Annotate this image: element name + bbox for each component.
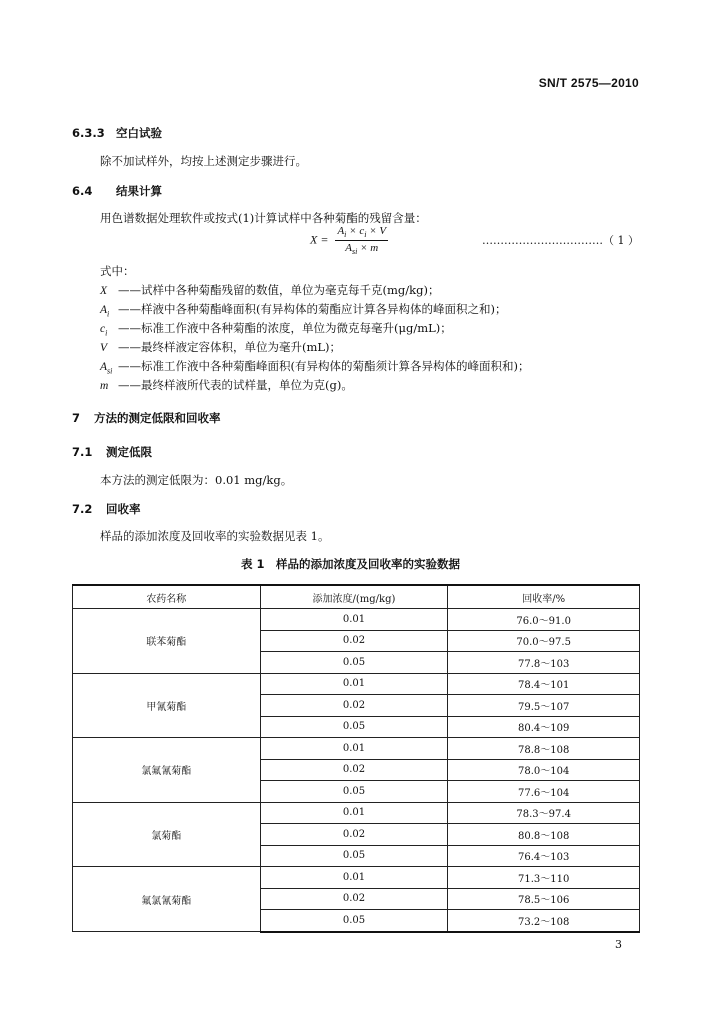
variable-row (100, 320, 452, 337)
variable-description: ——标准工作液中各种菊酯峰面积(有异构体的菊酯须计算各异构体的峰面积和)； (118, 359, 530, 373)
section-6-4-intro: 用色谱数据处理软件或按式(1)计算试样中各种菊酯的残留含量： (100, 211, 427, 225)
section-number: 7.1 (72, 445, 93, 459)
concentration-cell: 0.01 (260, 867, 448, 889)
table-row (73, 673, 640, 695)
section-6-3-3-text: 除不加试样外，均按上述测定步骤进行。 (100, 154, 307, 168)
pesticide-name-cell: 氯氟氰菊酯 (73, 738, 261, 803)
formula-numerator: $A_i \times c_i \times V$ (337, 225, 387, 240)
recovery-cell: 80.8～108 (448, 824, 640, 846)
concentration-cell: 0.05 (260, 910, 448, 932)
recovery-cell: 78.4～101 (448, 673, 640, 695)
table-caption: 表 1 样品的添加浓度及回收率的实验数据 (240, 557, 460, 571)
concentration-cell: 0.01 (260, 609, 448, 631)
formula-denominator: $A_{si} \times m$ (345, 242, 379, 257)
variable-description: ——标准工作液中各种菊酯的浓度，单位为微克每毫升(μg/mL)； (118, 321, 452, 335)
formula-fraction (335, 225, 388, 256)
concentration-cell: 0.05 (260, 845, 448, 867)
concentration-cell: 0.02 (260, 695, 448, 717)
recovery-table (72, 584, 640, 933)
variable-symbol: m (100, 380, 109, 392)
recovery-cell: 78.0～104 (448, 759, 640, 781)
formula-lhs: X = (310, 232, 329, 247)
variable-symbol: $A_{si}$ (100, 361, 113, 376)
variable-description: ——样液中各种菊酯峰面积(有异构体的菊酯应计算各异构体的峰面积之和)； (118, 302, 507, 316)
recovery-cell: 71.3～110 (448, 867, 640, 889)
section-title: 结果计算 (116, 184, 162, 198)
table-body (73, 609, 640, 932)
pesticide-name-cell: 联苯菊酯 (73, 609, 261, 674)
section-6-3-3-heading (72, 125, 162, 141)
pesticide-name-cell: 氯菊酯 (73, 802, 261, 867)
concentration-cell: 0.01 (260, 802, 448, 824)
variable-description: ——试样中各种菊酯残留的数值，单位为毫克每千克(mg/kg)； (118, 283, 440, 297)
section-number: 7 (72, 411, 81, 425)
section-6-4-heading (72, 183, 162, 199)
variable-row (100, 377, 353, 394)
variable-description: ——最终样液所代表的试样量，单位为克(g)。 (118, 378, 353, 392)
section-number: 6.4 (72, 184, 93, 198)
equation-number: ……………………………（ 1 ） (482, 234, 639, 247)
table-row (73, 738, 640, 760)
variable-description: ——最终样液定容体积，单位为毫升(mL)； (118, 340, 342, 354)
section-title: 测定低限 (106, 445, 152, 459)
section-7-1-heading (72, 444, 152, 460)
recovery-cell: 79.5～107 (448, 695, 640, 717)
variable-symbol: V (100, 342, 108, 354)
section-7-2-text: 样品的添加浓度及回收率的实验数据见表 1。 (100, 529, 330, 543)
recovery-cell: 78.3～97.4 (448, 802, 640, 824)
variable-symbol: $c_i$ (100, 323, 108, 338)
concentration-cell: 0.02 (260, 630, 448, 652)
section-number: 6.3.3 (72, 126, 105, 140)
concentration-cell: 0.01 (260, 738, 448, 760)
table-row (73, 802, 640, 824)
page-number: 3 (615, 938, 622, 951)
section-title: 方法的测定低限和回收率 (94, 411, 221, 425)
section-7-2-heading (72, 501, 141, 517)
standard-code: SN/T 2575—2010 (538, 76, 639, 90)
concentration-cell: 0.02 (260, 759, 448, 781)
header-recovery: 回收率/% (448, 585, 640, 609)
recovery-cell: 78.8～108 (448, 738, 640, 760)
section-title: 回收率 (106, 502, 141, 516)
recovery-cell: 73.2～108 (448, 910, 640, 932)
section-7-1-text: 本方法的测定低限为：0.01 mg/kg。 (100, 473, 293, 487)
table-row (73, 609, 640, 631)
variable-row (100, 301, 506, 318)
variable-row (100, 339, 341, 356)
header-pesticide: 农药名称 (73, 585, 261, 609)
section-number: 7.2 (72, 502, 93, 516)
concentration-cell: 0.01 (260, 673, 448, 695)
pesticide-name-cell: 甲氰菊酯 (73, 673, 261, 738)
header-concentration: 添加浓度/(mg/kg) (260, 585, 448, 609)
recovery-cell: 77.8～103 (448, 652, 640, 674)
concentration-cell: 0.05 (260, 716, 448, 738)
concentration-cell: 0.05 (260, 781, 448, 803)
recovery-cell: 80.4～109 (448, 716, 640, 738)
table-header-row (73, 585, 640, 609)
recovery-cell: 77.6～104 (448, 781, 640, 803)
variable-row (100, 358, 529, 375)
concentration-cell: 0.02 (260, 824, 448, 846)
table-row (73, 867, 640, 889)
variable-symbol: X (100, 285, 108, 297)
recovery-cell: 78.5～106 (448, 888, 640, 910)
section-7-heading (72, 410, 221, 426)
recovery-cell: 76.4～103 (448, 845, 640, 867)
variable-symbol: $A_i$ (100, 304, 110, 319)
concentration-cell: 0.02 (260, 888, 448, 910)
section-title: 空白试验 (116, 126, 162, 140)
recovery-cell: 70.0～97.5 (448, 630, 640, 652)
where-label: 式中： (100, 264, 135, 278)
concentration-cell: 0.05 (260, 652, 448, 674)
variable-row (100, 282, 439, 299)
pesticide-name-cell: 氟氯氰菊酯 (73, 867, 261, 932)
recovery-cell: 76.0～91.0 (448, 609, 640, 631)
formula (310, 225, 388, 256)
